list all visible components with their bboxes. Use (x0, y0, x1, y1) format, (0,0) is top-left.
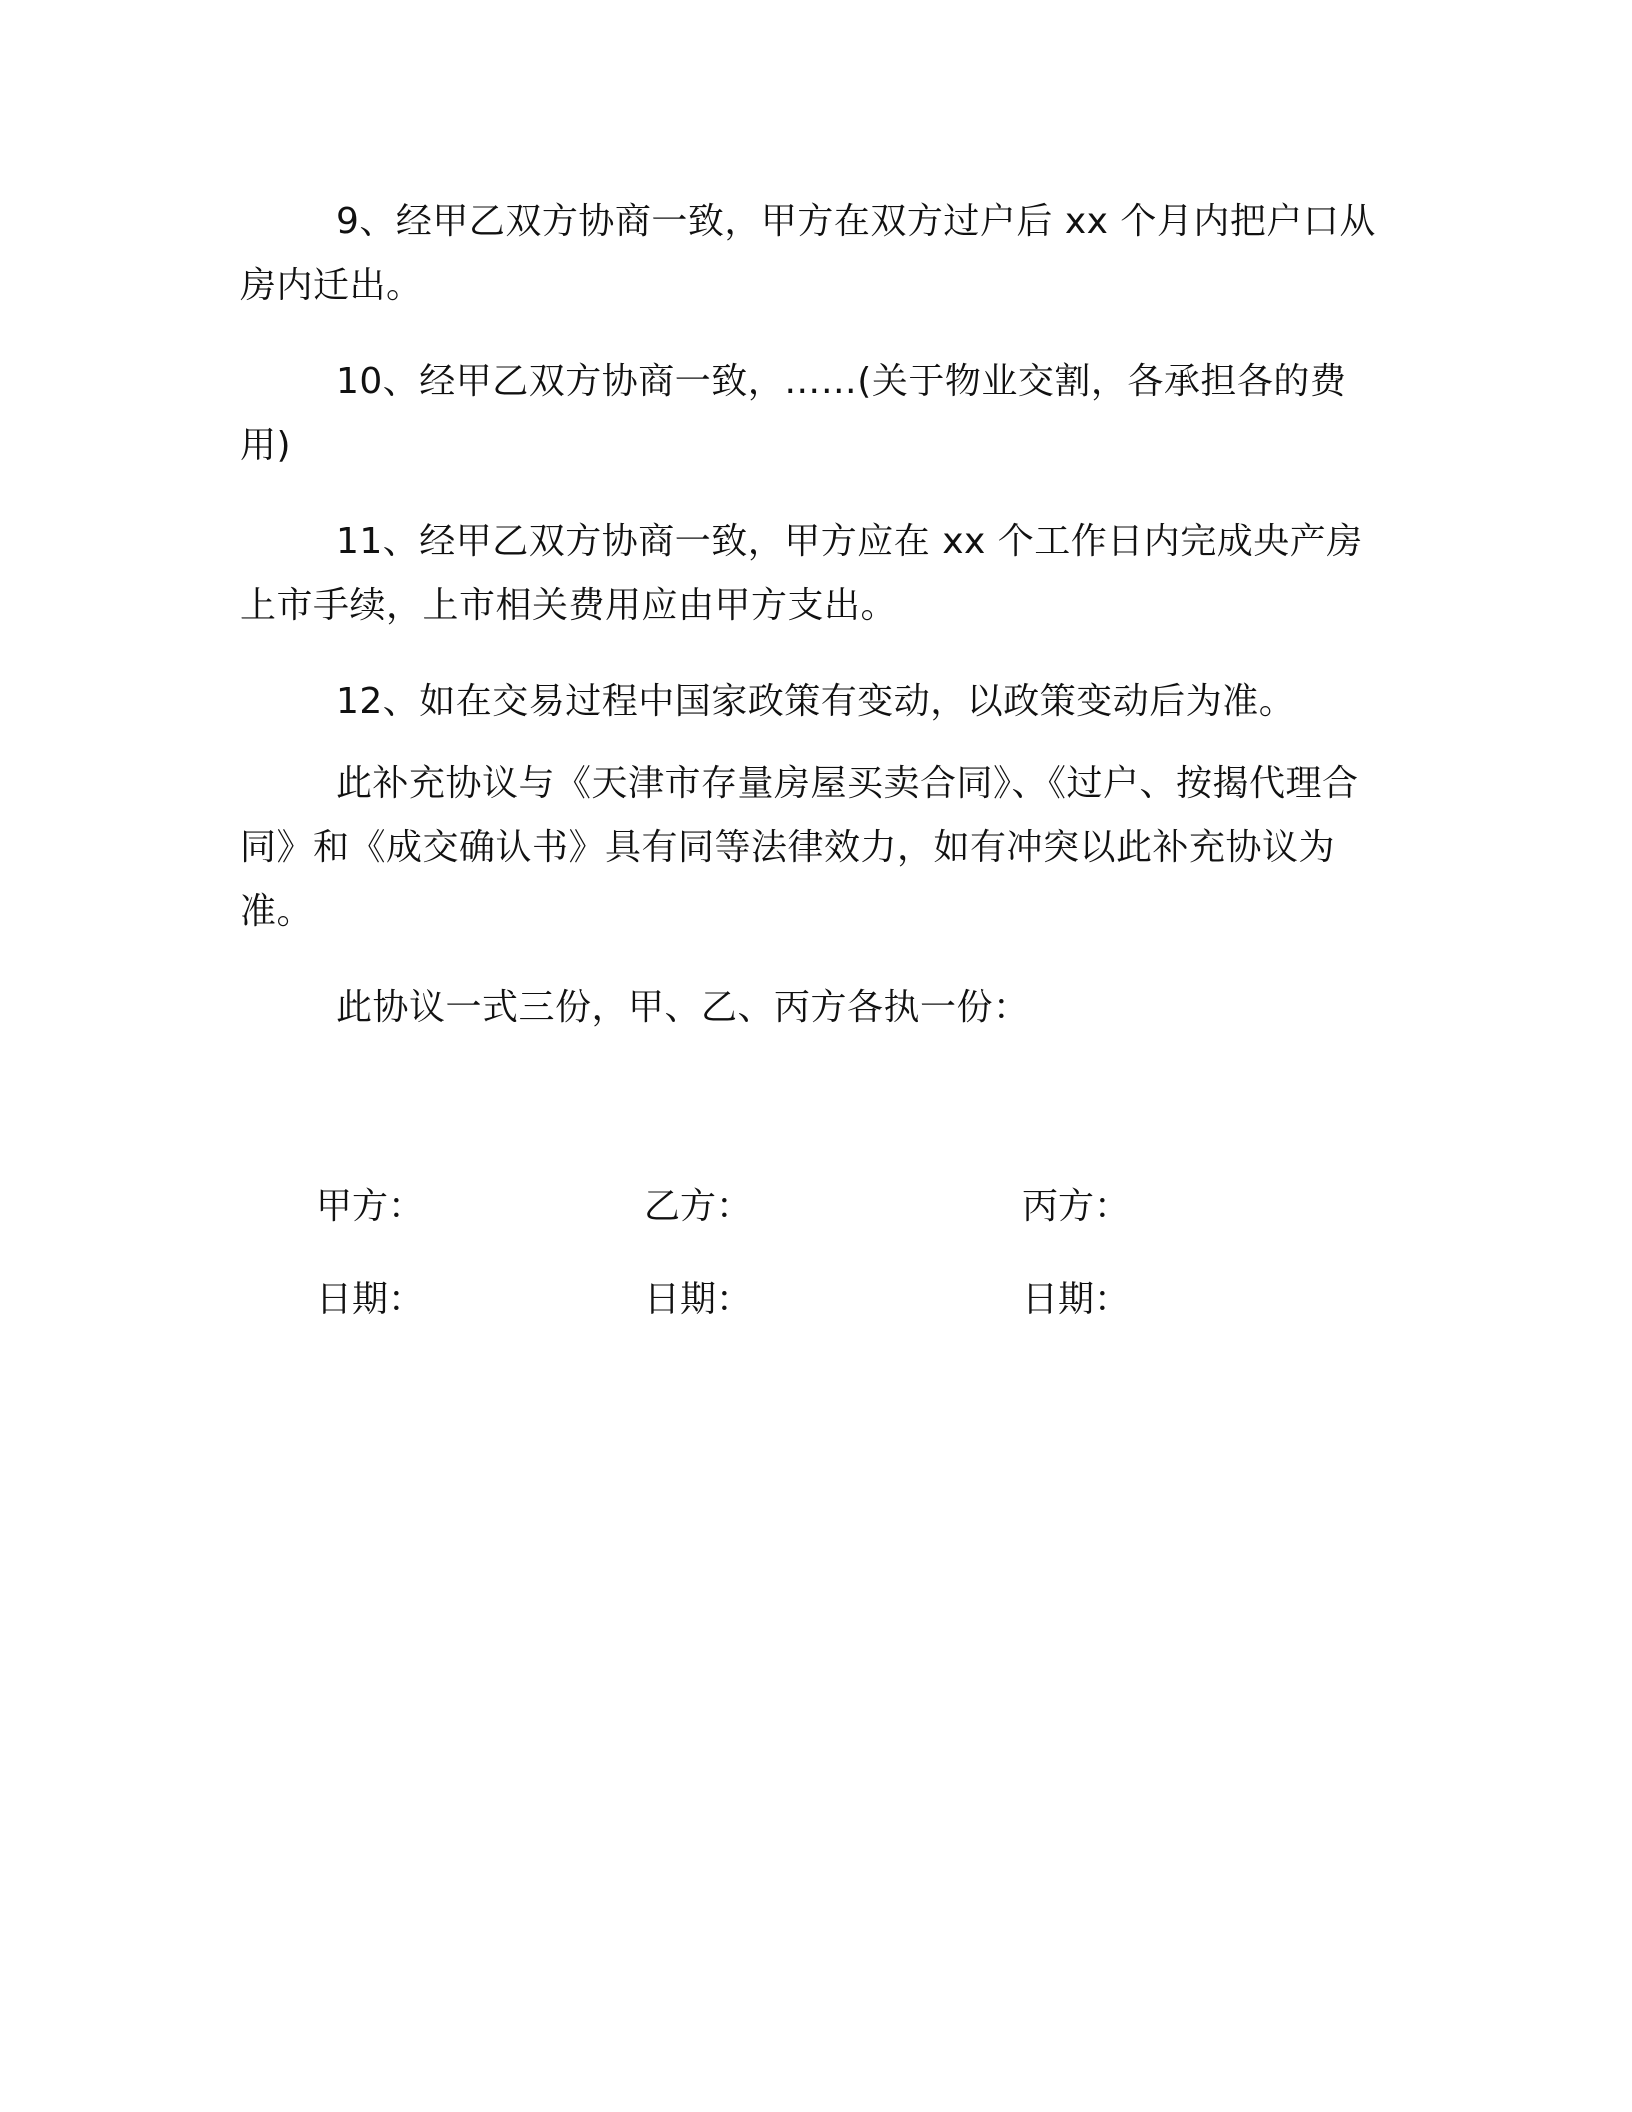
signature-party-row (0, 1175, 1632, 1239)
date-b-label: 日期： (644, 1279, 753, 1320)
signature-date-row (0, 1268, 1632, 1332)
date-c-label: 日期： (1022, 1279, 1131, 1320)
party-a-label: 甲方： (316, 1186, 425, 1227)
party-b-label: 乙方： (644, 1186, 753, 1227)
clause-12: 12、如在交易过程中国家政策有变动，以政策变动后为准。 (336, 681, 1296, 722)
date-a-label: 日期： (316, 1279, 425, 1320)
clause-11: 11、经甲乙双方协商一致，甲方应在 xx 个工作日内完成央产房上市手续，上市相关费用应由甲方支出。 (240, 521, 1363, 626)
clause-10: 10、经甲乙双方协商一致，……(关于物业交割，各承担各的费用) (240, 361, 1347, 466)
legal-effect-paragraph: 此补充协议与《天津市存量房屋买卖合同》、《过户、按揭代理合同》和《成交确认书》具有同等法律效力，如有冲突以此补充协议为准。 (240, 763, 1359, 932)
clause-9: 9、经甲乙双方协商一致，甲方在双方过户后 xx 个月内把户口从房内迁出。 (240, 201, 1376, 306)
copies-paragraph: 此协议一式三份，甲、乙、丙方各执一份： (336, 987, 1030, 1028)
party-c-label: 丙方： (1022, 1186, 1131, 1227)
document-body (240, 190, 1380, 1072)
